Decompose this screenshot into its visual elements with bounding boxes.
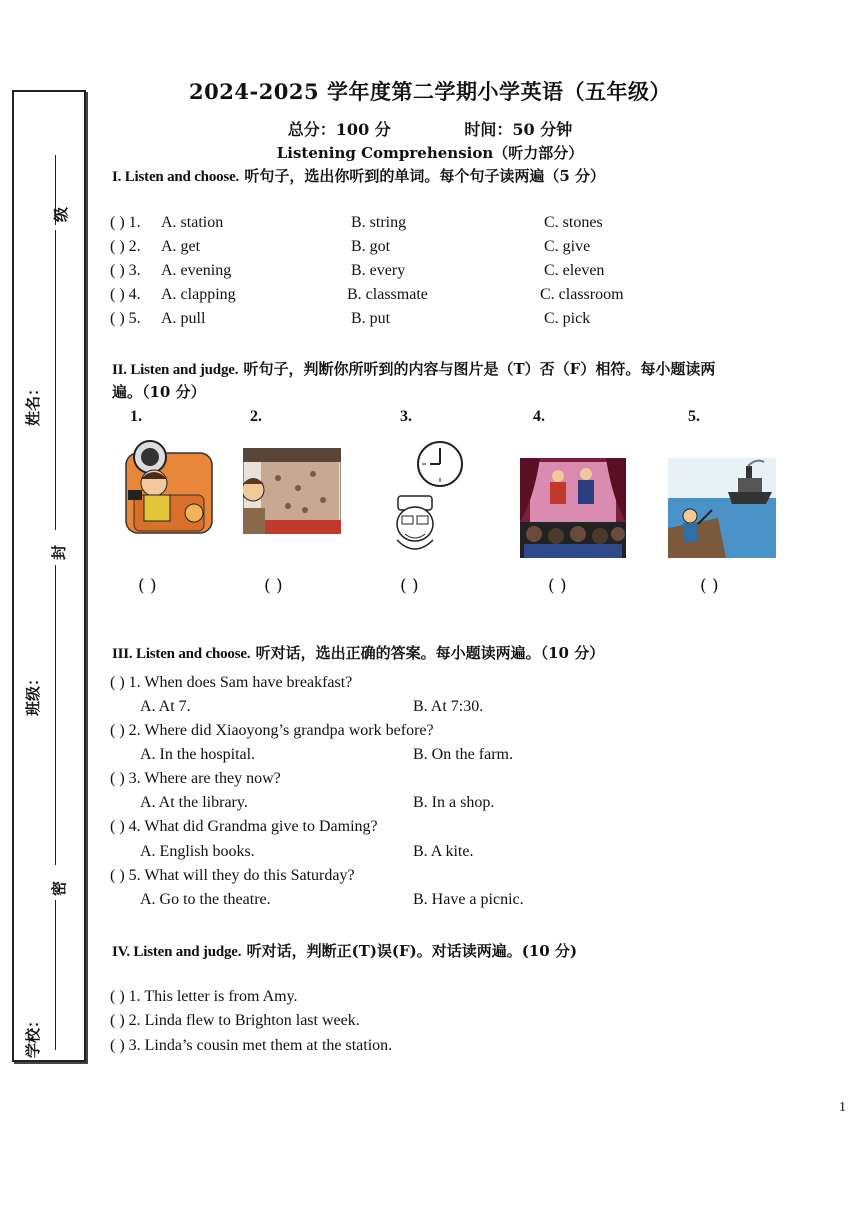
section3-question: ( ) 2. Where did Xiaoyong’s grandpa work before? bbox=[110, 722, 434, 739]
answer-option-b: B. In a shop. bbox=[413, 794, 495, 811]
answer-option-b: B. Have a picnic. bbox=[413, 891, 524, 908]
answer-option-a: A. English books. bbox=[140, 843, 255, 860]
answer-option-a: A. In the hospital. bbox=[140, 746, 256, 763]
answer-option-b: B. On the farm. bbox=[413, 746, 513, 763]
section4-heading: IV. Listen and judge. 听对话，判断正(T)误(F)。对话读两遍。(10 分) bbox=[112, 942, 578, 960]
binding-line bbox=[55, 900, 56, 1050]
answer-blank[interactable]: ( ) bbox=[264, 576, 283, 596]
binding-mark-feng: 封 bbox=[50, 544, 68, 560]
section4-item: ( ) 1. This letter is from Amy. bbox=[110, 988, 298, 1005]
picture-clock-boy bbox=[390, 440, 470, 555]
picture-girl-on-sofa bbox=[124, 435, 216, 535]
binding-line bbox=[55, 565, 56, 865]
section3-question: ( ) 5. What will they do this Saturday? bbox=[110, 867, 355, 884]
picture-number: 1. bbox=[130, 408, 142, 425]
section3-question: ( ) 4. What did Grandma give to Daming? bbox=[110, 818, 378, 835]
exam-time: 时间：50 分钟 bbox=[464, 120, 573, 139]
name-label: 姓名： bbox=[24, 380, 42, 426]
total-score: 总分：100 分 bbox=[287, 120, 391, 139]
exam-info bbox=[0, 117, 860, 140]
binding-mark-mi: 密 bbox=[50, 880, 68, 896]
answer-blank[interactable]: ( ) bbox=[548, 576, 567, 596]
section1-heading: I. Listen and choose. 听句子，选出你听到的单词。每个句子读两遍（5 分） bbox=[112, 167, 605, 185]
picture-number: 5. bbox=[688, 408, 700, 425]
part-title: Listening Comprehension（听力部分） bbox=[276, 144, 584, 162]
binding-line bbox=[55, 230, 56, 530]
page-title: 2024-2025 学年度第二学期小学英语（五年级） bbox=[189, 79, 671, 104]
section4-item: ( ) 2. Linda flew to Brighton last week. bbox=[110, 1012, 360, 1029]
section3-heading: III. Listen and choose. 听对话，选出正确的答案。每小题读两遍。（10 分） bbox=[112, 644, 605, 662]
answer-option-a: A. Go to the theatre. bbox=[140, 891, 271, 908]
picture-number: 4. bbox=[533, 408, 545, 425]
section3-question: ( ) 3. Where are they now? bbox=[110, 770, 281, 787]
picture-window-scene bbox=[243, 448, 341, 534]
answer-blank[interactable]: ( ) bbox=[400, 576, 419, 596]
school-label: 学校： bbox=[24, 1012, 42, 1058]
answer-option-b: B. A kite. bbox=[413, 843, 474, 860]
section3-question: ( ) 1. When does Sam have breakfast? bbox=[110, 674, 353, 691]
binding-mark-ji: 级 bbox=[52, 206, 70, 222]
answer-option-a: A. At the library. bbox=[140, 794, 248, 811]
answer-option-a: A. At 7. bbox=[140, 698, 191, 715]
section2-heading: II. Listen and judge. 听句子，判断你所听到的内容与图片是（T）否（F）相符。每小题读两 bbox=[112, 360, 716, 378]
section4-item: ( ) 3. Linda’s cousin met them at the station. bbox=[110, 1037, 393, 1054]
class-label: 班级： bbox=[24, 670, 42, 716]
answer-option-b: B. At 7:30. bbox=[413, 698, 484, 715]
binding-margin-box bbox=[12, 90, 86, 1062]
answer-blank[interactable]: ( ) bbox=[138, 576, 157, 596]
picture-theatre bbox=[520, 458, 626, 558]
page-number: 1 bbox=[839, 1100, 846, 1115]
section2-heading-cont: 遍。（10 分） bbox=[112, 383, 206, 401]
picture-ship bbox=[668, 458, 776, 558]
answer-blank[interactable]: ( ) bbox=[700, 576, 719, 596]
picture-number: 2. bbox=[250, 408, 262, 425]
picture-number: 3. bbox=[400, 408, 412, 425]
